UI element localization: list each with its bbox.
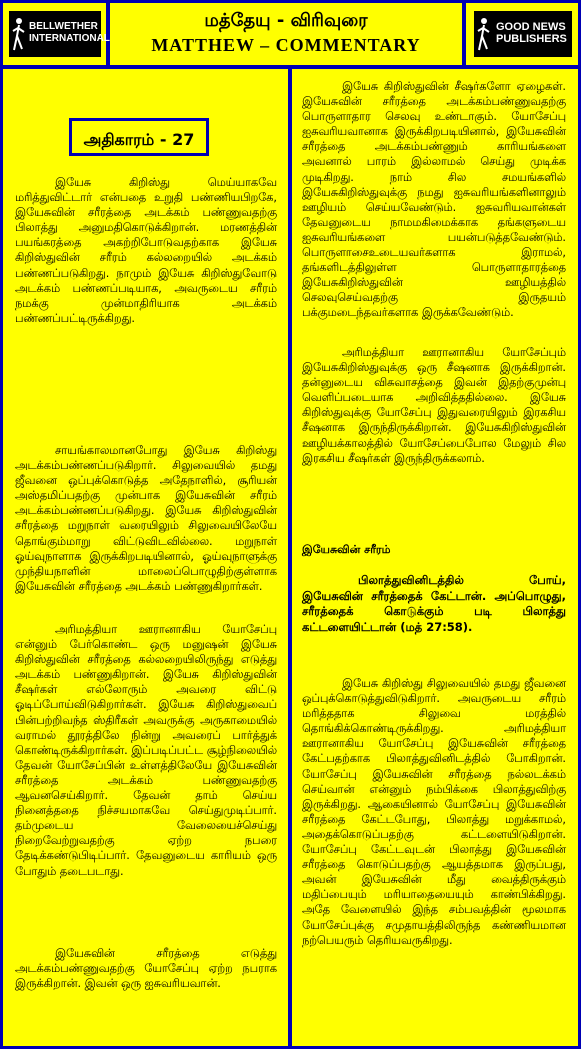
right-column (292, 69, 578, 1046)
right-paragraph-1 (302, 79, 566, 321)
left-paragraph-2 (15, 443, 277, 594)
paragraph-text: இயேசுவின் சரீரத்தை எடுத்து அடக்கம்பண்ணுவதற்கு யோசேப்பு ஏற்ற நபராக இருக்கிறான். இவன் ஒரு ஐசுவரியவான். (15, 947, 277, 991)
runner-figure-icon (477, 16, 491, 52)
section-heading: இயேசுவின் சரீரம் (302, 543, 391, 556)
paragraph-text: அரிமத்தியா ஊரானாகிய யோசேப்பு என்னும் பேர்கொண்ட ஒரு மனுஷன் இயேசு கிறிஸ்துவின் சரீரத்தை கல்லறையிலிருந்து எடுத்து அடக்கம் பண்ணுகிறான். இயேசு கிறிஸ்துவின் சீஷர்கள் எல்லோரும் அவரை விட்டு ஓடிப்போய்விடுகிறார்கள். இயேசு கிறிஸ்துவைப் பின்பற்றிவந்த ஸ்திரீகள் அவருக்கு அருகாமையில் வராமல் தூரத்திலே நின்று அவரைப் பார்த்துக் கொண்டிருக்கிறார்கள். இப்படிப்பட்ட சூழ்நிலையில் தேவன் யோசேப்பின் உள்ளத்திலேயே இயேசுவின் சரீரத்தை அடக்கம் பண்ணுவதற்கு ஆவனசெய்கிறார். தேவன் தாம் செய்ய நினைத்ததை நிச்சயமாகவே செய்துமுடிப்பார். தம்முடைய வேலையைச்செய்து நிறைவேற்றுவதற்கு ஏற்ற நபரை தேடிக்கண்டுபிடிப்பார். தேவனுடைய காரியம் ஒரு போதும் தடைபடாது. (15, 623, 277, 878)
chapter-label: அதிகாரம் - 27 (69, 118, 209, 156)
left-paragraph-4 (15, 946, 277, 991)
header-title-panel (110, 3, 462, 65)
header-left-panel (3, 3, 110, 65)
bellwether-logo (9, 11, 110, 57)
left-logo-line2: INTERNATIONAL (29, 33, 110, 44)
paragraph-text: இயேசு கிறிஸ்துவின் சீஷர்களோ ஏழைகள். இயேசுவின் சரீரத்தை அடக்கம்பண்ணுவதற்கு பொருளாதார செலவு உண்டாகும். யோசேப்பு ஐசுவரியவானாக இருக்கிறபடியினால், இயேசுவின் சரீரத்தை அடக்கம்பண்ணும் காரியங்களை அவனால் பாரம் இல்லாமல் செய்து முடிக்க முடிகிறது. நாம் சில சமயங்களில் இயேசுகிறிஸ்துவுக்கு நமது ஐசுவரியங்களினாலும் ஊழியம் செய்யவேண்டும். ஐசுவரியவான்கள் தேவனுடைய நாமமகிமைக்காக தங்களுடைய ஐசுவரியங்களை பயன்படுத்தவேண்டும். பொருளாசைஉடையவர்களாக இராமல், தங்களிடத்திலுள்ள பொருளாதாரத்தை இயேசுகிறிஸ்துவின் ஊழியத்தில் செலவுசெய்வதற்கு இருதயம் பக்குமடைந்தவர்களாக இருக்கவேண்டும். (302, 80, 566, 320)
paragraph-text: சாயங்காலமானபோது இயேசு கிறிஸ்து அடக்கம்பண்ணப்படுகிறார். சிலுவையில் தமது ஜீவனை ஒப்புக்கொடுத்த அதேநாளில், சூரியன் அஸ்தமிப்பதற்கு முன்பாக இயேசுவின் சரீரம் அடக்கம்பண்ணப்படுகிறது. இயேசு கிறிஸ்துவின் சரீரத்தை மறுநாள் வரையிலும் சிலுவையிலேயே தொங்கும்மாறு விட்டுவிடவில்லை. மறுநாள் ஓய்வுநாளாக இருக்கிறபடியினால், ஓய்வுநாளுக்கு முந்தியநாளின் மாலைப்பொழுதிற்குள்ளாக இயேசுவின் சரீரத்தை அடக்கம் பண்ணுகிறார்கள். (15, 444, 277, 593)
left-paragraph-3 (15, 622, 277, 879)
right-logo-line1: GOOD NEWS (496, 21, 566, 33)
paragraph-text: இயேசு கிறிஸ்து சிலுவையில் தமது ஜீவனை ஒப்புக்கொடுத்துவிடுகிறார். அவருடைய சரீரம் மரித்ததாக சிலுவை மரத்தில் தொங்கிக்கொண்டிருக்கிறது. அரிமத்தியா ஊரானாகிய யோசேப்பு இயேசுவின் சரீரத்தை கேட்பதற்காக பிலாத்துவினிடத்தில் போகிறான். யோசேப்பு இயேசுவின் சரீரத்தை நல்லடக்கம் செய்வான் என்னும் நம்பிக்கை பிலாத்துவிற்கு இருக்கிறது. ஆகையினால் யோசேப்பு இயேசுவின் சரீரத்தை கேட்டபோது, பிலாத்து மறுக்காமல், அதைக்கொடுப்பதற்கு கட்டளையிடுகிறான். யோசேப்பு கேட்டவுடன் பிலாத்து இயேசுவின் சரீரத்தை கொடுப்பதற்கு ஆயத்தமாக இருப்பது, அவன் இயேசுவின் மீது வைத்திருக்கும் மதிப்பையும் மரியாதையையும் காண்பிக்கிறது. அதே வேளையில் இந்த சம்பவத்தின் மூலமாக யோசேப்புக்கு சமுதாயத்திலிருந்த கண்ணியமான நற்பெயரும் தெரியவருகிறது. (302, 677, 566, 947)
title-english: MATTHEW – COMMENTARY (151, 35, 421, 55)
good-news-logo (474, 11, 572, 57)
title-tamil: மத்தேயு - விரிவுரை (204, 10, 368, 31)
right-logo-line2: PUBLISHERS (496, 33, 567, 45)
left-paragraph-1 (15, 175, 277, 326)
scripture-quote: பிலாத்துவினிடத்தில் போய், இயேசுவின் சரீரத்தைக் கேட்டான். அப்பொழுது, சரீரத்தைக் கொடுக்கும் படி பிலாத்து கட்டளையிட்டான் (மத் 27:58). (302, 573, 566, 634)
right-paragraph-3 (302, 676, 566, 948)
header-right-panel (466, 3, 578, 65)
paragraph-text: இயேசு கிறிஸ்து மெய்யாகவே மரித்துவிட்டார் என்பதை உறுதி பண்ணியபிறகே, இயேசுவின் சரீரத்தை அடக்கம் பண்ணுவதற்கு பிலாத்து அனுமதிகொடுக்கிறான். மரணத்தின் பயங்கரத்தை அகற்றிபோடுவதற்காக இயேசு கிறிஸ்துவின் சரீரம் கல்லறையில் அடக்கம் பண்ணப்படுகிறது. நாமும் இயேசு கிறிஸ்துவோடு அடக்கம் பண்ணப்படியாக, அவருடைய சரீரம் நமக்கு முன்மாதிரியாக அடக்கம் பண்ணப்பட்டிருக்கிறது. (15, 176, 277, 325)
left-column (3, 69, 288, 1046)
runner-figure-icon (12, 16, 26, 52)
left-logo-line1: BELLWETHER (29, 21, 98, 32)
right-paragraph-2 (302, 345, 566, 466)
paragraph-text: அரிமத்தியா ஊரானாகிய யோசேப்பும் இயேசுகிறிஸ்துவுக்கு ஒரு சீஷனாக இருக்கிறான். தன்னுடைய விசுவாசத்தை இவன் இதற்குமுன்பு வெளிப்படையாக அறிவித்ததில்லை. இயேசு கிறிஸ்துவுக்கு யோசேப்பு இதுவரையிலும் இரகசிய சீஷனாக இருந்திருக்கிறான். இயேசுகிறிஸ்துவின் ஊழியக்காலத்தில் யோசேப்பைபோல மேலும் சில இரகசிய சீஷர்கள் இருந்திருக்கலாம். (302, 346, 566, 465)
